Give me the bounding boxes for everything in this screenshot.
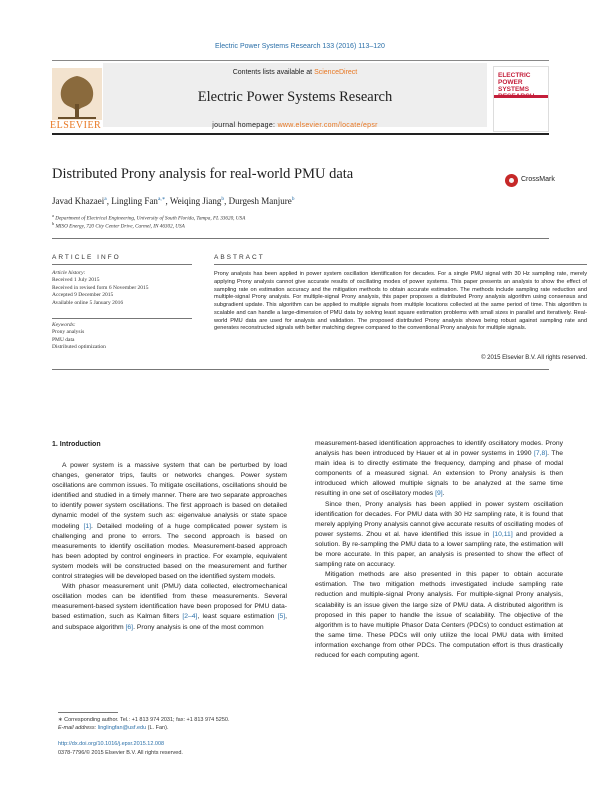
- author-name: Weiqing Jiang: [169, 196, 222, 206]
- journal-citation[interactable]: Electric Power Systems Research 133 (2016) 113–120: [215, 43, 385, 50]
- doi-link[interactable]: http://dx.doi.org/10.1016/j.epsr.2015.12.008: [58, 741, 165, 747]
- journal-homepage: journal homepage: www.elsevier.com/locate/epsr: [212, 122, 378, 129]
- author-name: Javad Khazaei: [52, 196, 105, 206]
- keyword: Distributed optimization: [52, 344, 106, 351]
- paragraph: A power system is a massive system that can be perturbed by load changes, generator trips, faults or networks changes. Power system oscillations are common issues. To mitigate oscillations, oscillations should be identified and studied in a timely manner. There are two separate approaches to identify power system oscillations. The first approach is based on detailed dynamic model of the system such as: eigenvalue analysis or state space modeling [1]. Detailed modeling of a huge complicated power system is challenging and prone to errors. The second approach is based on measurements to identify oscillation modes. Measurement-based approach has been adopted by control engineers in practice. For example, equivalent system models will be constructed based on the measurement and further control strategies will be developed based on the identified system models.: [52, 462, 287, 581]
- publisher-name: ELSEVIER: [50, 120, 102, 131]
- author-list: Javad Khazaei$^a$, Lingling Fan$^{a,∗}$, Weiqing Jiang$^b$, Durgesh Manjure$^b$: [52, 196, 295, 206]
- citation-link[interactable]: [9]: [435, 490, 443, 498]
- keywords: Keywords: Prony analysis PMU data Distributed optimization: [52, 322, 106, 351]
- crossmark-icon: [505, 174, 518, 187]
- homepage-link[interactable]: www.elsevier.com/locate/epsr: [277, 122, 378, 129]
- contents-line: Contents lists available at ScienceDirect: [232, 69, 358, 76]
- history-item: Accepted 9 December 2015: [52, 292, 114, 299]
- journal-title: Electric Power Systems Research: [197, 89, 393, 105]
- section-heading: 1. Introduction: [52, 441, 101, 448]
- sciencedirect-link[interactable]: ScienceDirect: [314, 69, 358, 76]
- author-name: Lingling Fan: [111, 196, 158, 206]
- divider: [52, 318, 192, 319]
- divider: [52, 264, 192, 265]
- keyword: Prony analysis: [52, 329, 85, 336]
- body-column-left: [52, 461, 287, 633]
- email-link[interactable]: linglingfan@usf.edu: [97, 725, 147, 731]
- paragraph: measurement-based identification approaches to identify oscillatory modes. Prony analysis has been introduced by Hauer et al in power systems in 1990 [7,8]. The main idea is to directly estimate the frequency, damping and phase of modal components of a measured signal. An extension to Prony analysis is then introduced which allowed multiple signals to be analyzed at the same time resulting in one set of oscillatory modes [9].: [315, 440, 563, 498]
- footnote: ∗ Corresponding author. Tel.: +1 813 974 2031; fax: +1 813 974 5250. E-mail address: linglingfan@usf.edu (L. Fan).: [58, 717, 230, 731]
- body-column-right: [315, 439, 563, 661]
- abstract-heading: ABSTRACT: [214, 254, 265, 261]
- article-title: Distributed Prony analysis for real-world PMU data: [52, 166, 354, 182]
- keyword: PMU data: [52, 336, 75, 343]
- abstract-copyright: © 2015 Elsevier B.V. All rights reserved.: [481, 355, 587, 361]
- paragraph: Since then, Prony analysis has been applied in power system oscillation identification for decades. For PMU data with 30 Hz sampling rate, it is found that merely applying Prony analysis cannot give accurate results of oscillating modes of power systems. Zhou et al. have identified this issue in [10,11] and provided a solution. By re-sampling the PMU data to a lower sampling rate, the estimation will be more accurate. In this paper, an analysis is presented to show the effect of sampling rate on accuracy.: [315, 500, 563, 569]
- history-item: Received in revised form 6 November 2015: [52, 284, 149, 291]
- issn-line: 0378-7796/© 2015 Elsevier B.V. All rights reserved.: [58, 750, 183, 756]
- paragraph: With phasor measurement unit (PMU) data collected, electromechanical oscillation modes can be identified from these measurements. Several measurement-based system identification have been proposed for PMU data-based estimation, such as Kalman filters [2–4], least square estimation [5], and subspace algorithm [6]. Prony analysis is one of the most common: [52, 583, 287, 631]
- author-name: Durgesh Manjure: [228, 196, 292, 206]
- history-item: Available online 5 January 2016: [52, 299, 124, 306]
- history-item: Received 1 July 2015: [52, 277, 100, 284]
- citation-link[interactable]: [6]: [125, 623, 134, 631]
- affiliation: $^a$ Department of Electrical Engineering, University of South Florida, Tampa, FL 33620, USA: [52, 213, 246, 222]
- crossmark-badge[interactable]: CrossMark: [505, 174, 565, 190]
- citation-link[interactable]: [10,11]: [492, 530, 513, 538]
- journal-masthead: [103, 63, 487, 127]
- journal-cover-thumbnail: ELECTRIC POWER SYSTEMS: [493, 66, 549, 132]
- affiliation: $^b$ MISO Energy, 720 City Center Drive, Carmel, IN 46302, USA: [52, 221, 185, 230]
- article-info-heading: ARTICLE INFO: [52, 254, 121, 261]
- footnote-divider: [58, 712, 118, 713]
- citation-link[interactable]: [1]: [83, 522, 92, 530]
- abstract-text: Prony analysis has been applied in power system oscillation identification for decades. For a single PMU signal with 30 Hz sampling rate, merely applying Prony analysis cannot give accurate results of oscillating modes of power systems. This paper presents an analysis to show the effect of sampling rate on estimation accuracy and the mitigation methods to obtain accurate estimation. The methods include sampling rate reduction and multiple-signal Prony analysis. For multiple-signal Prony analysis, this paper proposes a distributed Prony analysis algorithm using consensus and subgradient update. This algorithm can be applied to multiple signals from multiple locations collected at the same period of time. This algorithm is scalable and can handle a large-dimension of PMU data by solving least square estimation problems with small sizes in parallel and iteratively. Real-world PMU data are used for analysis and validation. The proposed distributed Prony analysis shows being robust against sampling rate and generates reconstructed signals with better matching degree compared to the conventional Prony analysis for multiple signals.: [214, 271, 587, 332]
- divider: [214, 264, 587, 265]
- divider: [52, 238, 549, 239]
- divider: [52, 369, 549, 370]
- masthead-divider: [52, 133, 549, 135]
- paragraph: Mitigation methods are also presented in this paper to obtain accurate estimation. The two mitigation methods investigated include sampling rate reduction and multiple-signal Prony analysis. For multiple-signal Prony analysis, scalability is an issue given the large size of PMU data. A distributed algorithm is proposed in this paper to handle the issue of scalability. The objective of the algorithm is to have multiple Phasor Data Centers (PDCs) to conduct estimation at the same time. These PDCs will only utilize the local PMU data with limited information exchange from other PDCs. The computation effort is thus drastically reduced for each computing agent.: [315, 571, 563, 659]
- article-history: Article history: Received 1 July 2015 Received in revised form 6 November 2015 Accepted 9 December 2015 Available online 5 January 2016: [52, 270, 149, 306]
- citation-link[interactable]: [2–4]: [182, 613, 198, 621]
- citation-link[interactable]: [5]: [277, 613, 286, 621]
- citation-link[interactable]: [7,8]: [534, 450, 548, 458]
- divider: [52, 60, 549, 61]
